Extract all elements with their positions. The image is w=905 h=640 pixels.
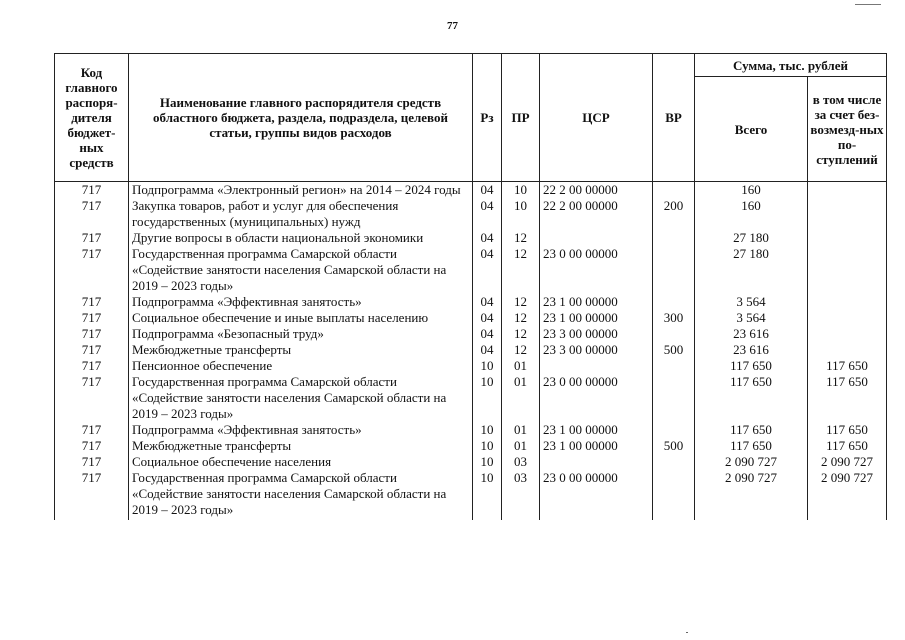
row-pr: 03 (502, 470, 540, 520)
row-code: 717 (55, 230, 129, 246)
row-vr (653, 294, 695, 310)
row-csr: 23 0 00 00000 (540, 470, 653, 520)
table-row (55, 374, 887, 422)
row-total: 3 564 (695, 294, 808, 310)
table-row (55, 454, 887, 470)
header-vr: ВР (653, 54, 695, 182)
row-pr: 01 (502, 358, 540, 374)
row-name: Межбюджетные трансферты (129, 342, 473, 358)
row-code: 717 (55, 374, 129, 422)
row-pr: 12 (502, 294, 540, 310)
row-csr (540, 454, 653, 470)
row-free (808, 246, 887, 294)
row-total: 117 650 (695, 374, 808, 422)
header-total: Всего (695, 77, 808, 182)
row-free (808, 230, 887, 246)
row-vr (653, 422, 695, 438)
row-name: Межбюджетные трансферты (129, 438, 473, 454)
header-code: Код главного распоря-дителя бюджет-ных средств (55, 54, 129, 182)
row-csr: 22 2 00 00000 (540, 182, 653, 199)
row-total: 23 616 (695, 342, 808, 358)
row-csr: 23 3 00 00000 (540, 326, 653, 342)
row-vr (653, 454, 695, 470)
row-pr: 01 (502, 422, 540, 438)
row-csr (540, 358, 653, 374)
row-total: 160 (695, 182, 808, 199)
row-pr: 10 (502, 182, 540, 199)
row-vr (653, 326, 695, 342)
row-name: Социальное обеспечение населения (129, 454, 473, 470)
row-total: 23 616 (695, 326, 808, 342)
row-total: 27 180 (695, 230, 808, 246)
row-rz: 10 (473, 374, 502, 422)
row-name: Подпрограмма «Эффективная занятость» (129, 422, 473, 438)
header-rz: Рз (473, 54, 502, 182)
table-row (55, 342, 887, 358)
row-code: 717 (55, 198, 129, 230)
row-vr (653, 246, 695, 294)
row-code: 717 (55, 342, 129, 358)
row-code: 717 (55, 326, 129, 342)
row-pr: 01 (502, 438, 540, 454)
row-free: 117 650 (808, 358, 887, 374)
table-row (55, 294, 887, 310)
row-name: Другие вопросы в области национальной экономики (129, 230, 473, 246)
row-rz: 04 (473, 342, 502, 358)
header-sum-group: Сумма, тыс. рублей (695, 54, 887, 77)
row-name: Закупка товаров, работ и услуг для обеспечения государственных (муниципальных) нужд (129, 198, 473, 230)
row-total: 117 650 (695, 438, 808, 454)
table-row (55, 326, 887, 342)
row-free (808, 342, 887, 358)
table-row (55, 246, 887, 294)
table-row (55, 198, 887, 230)
row-free (808, 326, 887, 342)
row-code: 717 (55, 246, 129, 294)
scan-speck (686, 632, 688, 633)
row-pr: 03 (502, 454, 540, 470)
row-csr: 23 1 00 00000 (540, 310, 653, 326)
row-rz: 04 (473, 326, 502, 342)
row-total: 117 650 (695, 358, 808, 374)
header-csr: ЦСР (540, 54, 653, 182)
row-rz: 04 (473, 246, 502, 294)
row-vr (653, 470, 695, 520)
row-pr: 12 (502, 230, 540, 246)
row-code: 717 (55, 182, 129, 199)
row-csr: 23 1 00 00000 (540, 422, 653, 438)
row-total: 27 180 (695, 246, 808, 294)
row-name: Подпрограмма «Эффективная занятость» (129, 294, 473, 310)
row-name: Государственная программа Самарской области «Содействие занятости населения Самарской области на 2019 – 2023 годы» (129, 374, 473, 422)
budget-table (54, 53, 887, 520)
row-rz: 10 (473, 470, 502, 520)
row-csr (540, 230, 653, 246)
row-rz: 04 (473, 198, 502, 230)
row-name: Подпрограмма «Электронный регион» на 2014 – 2024 годы (129, 182, 473, 199)
row-name: Государственная программа Самарской области «Содействие занятости населения Самарской области на 2019 – 2023 годы» (129, 246, 473, 294)
table-row (55, 358, 887, 374)
row-name: Подпрограмма «Безопасный труд» (129, 326, 473, 342)
row-total: 160 (695, 198, 808, 230)
row-pr: 12 (502, 246, 540, 294)
table-row (55, 470, 887, 520)
row-vr (653, 182, 695, 199)
row-vr (653, 358, 695, 374)
row-rz: 04 (473, 310, 502, 326)
row-csr: 23 0 00 00000 (540, 246, 653, 294)
row-vr: 500 (653, 342, 695, 358)
row-vr (653, 374, 695, 422)
row-free: 117 650 (808, 438, 887, 454)
row-code: 717 (55, 470, 129, 520)
row-rz: 04 (473, 182, 502, 199)
header-free: в том числе за счет без-возмезд-ных по-ступлений (808, 77, 887, 182)
row-rz: 10 (473, 358, 502, 374)
row-vr: 500 (653, 438, 695, 454)
table-row (55, 230, 887, 246)
row-rz: 10 (473, 438, 502, 454)
corner-mark (855, 0, 881, 5)
row-free: 2 090 727 (808, 470, 887, 520)
page-number: 77 (447, 20, 458, 32)
row-csr: 23 3 00 00000 (540, 342, 653, 358)
row-rz: 10 (473, 422, 502, 438)
row-pr: 12 (502, 310, 540, 326)
row-rz: 10 (473, 454, 502, 470)
row-name: Пенсионное обеспечение (129, 358, 473, 374)
row-free (808, 310, 887, 326)
row-code: 717 (55, 438, 129, 454)
row-total: 3 564 (695, 310, 808, 326)
row-free (808, 198, 887, 230)
row-free: 117 650 (808, 422, 887, 438)
row-total: 2 090 727 (695, 454, 808, 470)
row-free (808, 182, 887, 199)
table-row (55, 438, 887, 454)
row-code: 717 (55, 310, 129, 326)
row-free (808, 294, 887, 310)
row-csr: 23 1 00 00000 (540, 294, 653, 310)
table-row (55, 182, 887, 199)
row-pr: 10 (502, 198, 540, 230)
row-code: 717 (55, 422, 129, 438)
row-free: 117 650 (808, 374, 887, 422)
row-csr: 23 1 00 00000 (540, 438, 653, 454)
row-pr: 12 (502, 342, 540, 358)
row-code: 717 (55, 358, 129, 374)
header-name: Наименование главного распорядителя средств областного бюджета, раздела, подраздела, целевой статьи, группы видов расходов (129, 54, 473, 182)
row-pr: 01 (502, 374, 540, 422)
row-total: 2 090 727 (695, 470, 808, 520)
row-vr: 300 (653, 310, 695, 326)
row-free: 2 090 727 (808, 454, 887, 470)
row-total: 117 650 (695, 422, 808, 438)
row-rz: 04 (473, 294, 502, 310)
row-code: 717 (55, 454, 129, 470)
table-row (55, 422, 887, 438)
row-vr: 200 (653, 198, 695, 230)
row-csr: 23 0 00 00000 (540, 374, 653, 422)
row-csr: 22 2 00 00000 (540, 198, 653, 230)
row-rz: 04 (473, 230, 502, 246)
row-name: Социальное обеспечение и иные выплаты населению (129, 310, 473, 326)
row-name: Государственная программа Самарской области «Содействие занятости населения Самарской области на 2019 – 2023 годы» (129, 470, 473, 520)
table-row (55, 310, 887, 326)
header-pr: ПР (502, 54, 540, 182)
row-pr: 12 (502, 326, 540, 342)
row-vr (653, 230, 695, 246)
table-body (55, 182, 887, 521)
row-code: 717 (55, 294, 129, 310)
